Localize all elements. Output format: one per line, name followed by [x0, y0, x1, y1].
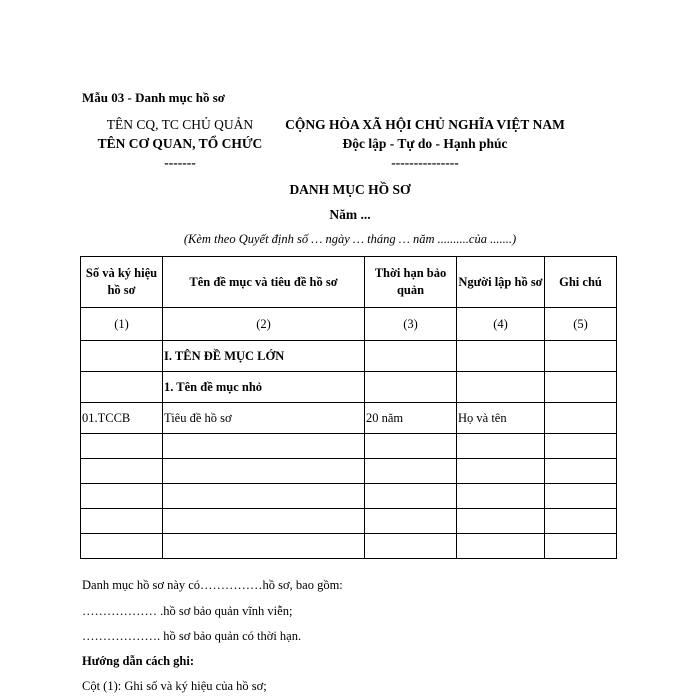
retention-period: 20 năm	[365, 403, 457, 434]
record-code: 01.TCCB	[81, 403, 163, 434]
motto-dashes: ---------------	[391, 155, 459, 170]
record-title: Tiêu đề hồ sơ	[163, 403, 365, 434]
table-cell	[365, 434, 457, 459]
table-cell	[545, 509, 617, 534]
table-row	[81, 434, 617, 459]
column-number: (5)	[545, 308, 617, 341]
table-cell	[81, 459, 163, 484]
header-cell: Ghi chú	[545, 257, 617, 308]
national-motto: Độc lập - Tự do - Hạnh phúc	[342, 136, 508, 151]
table-row	[81, 484, 617, 509]
agency-name: TÊN CƠ QUAN, TỔ CHỨC	[97, 136, 263, 151]
table-cell	[457, 484, 545, 509]
table-cell	[457, 509, 545, 534]
table-cell	[545, 534, 617, 559]
table-row	[81, 403, 617, 434]
table-cell	[545, 372, 617, 403]
form-label: Mẫu 03 - Danh mục hồ sơ	[82, 90, 225, 105]
table-cell	[365, 484, 457, 509]
minor-section-title: 1. Tên đề mục nhỏ	[163, 372, 365, 403]
header-cell: Số và ký hiệu hồ sơ	[81, 257, 163, 308]
parent-agency-name: TÊN CQ, TC CHỦ QUẢN	[106, 117, 254, 132]
table-cell	[365, 459, 457, 484]
guide-heading: Hướng dẫn cách ghi:	[82, 654, 195, 668]
header-cell: Người lập hồ sơ	[457, 257, 545, 308]
column-number: (3)	[365, 308, 457, 341]
table-cell	[163, 509, 365, 534]
table-row	[81, 459, 617, 484]
table-cell	[163, 434, 365, 459]
table-cell	[81, 534, 163, 559]
column-number: (4)	[457, 308, 545, 341]
table-cell	[163, 534, 365, 559]
agency-dashes: -------	[164, 155, 196, 170]
table-cell	[163, 484, 365, 509]
table-row	[81, 534, 617, 559]
table-cell	[365, 372, 457, 403]
decision-reference: (Kèm theo Quyết định số … ngày … tháng … năm ..........của .......)	[183, 232, 517, 246]
summary-permanent: ……………… .hồ sơ bảo quản vĩnh viễn;	[82, 604, 293, 618]
agency-header	[70, 115, 290, 172]
table-cell	[163, 459, 365, 484]
records-table	[80, 256, 617, 559]
table-cell	[457, 434, 545, 459]
table-cell	[545, 434, 617, 459]
header-cell: Thời hạn bảo quản	[365, 257, 457, 308]
document-year: Năm ...	[329, 207, 371, 222]
country-name: CỘNG HÒA XÃ HỘI CHỦ NGHĨA VIỆT NAM	[285, 117, 565, 132]
table-cell	[545, 484, 617, 509]
table-cell	[81, 509, 163, 534]
summary-total: Danh mục hồ sơ này có……………hồ sơ, bao gồm:	[82, 578, 343, 592]
document-title: DANH MỤC HỒ SƠ	[289, 182, 411, 197]
column-number-row	[81, 308, 617, 341]
table-cell	[81, 372, 163, 403]
table-row	[81, 509, 617, 534]
summary-limited: ………………. hồ sơ bảo quản có thời hạn.	[82, 629, 302, 643]
table-cell	[81, 341, 163, 372]
header-cell: Tên đề mục và tiêu đề hồ sơ	[163, 257, 365, 308]
table-cell	[457, 534, 545, 559]
column-number: (1)	[81, 308, 163, 341]
table-cell	[457, 372, 545, 403]
table-cell	[457, 459, 545, 484]
major-section-title: I. TÊN ĐỀ MỤC LỚN	[163, 341, 365, 372]
table-header-row	[81, 257, 617, 308]
national-header	[270, 115, 580, 172]
table-cell	[365, 509, 457, 534]
table-row	[81, 341, 617, 372]
table-cell	[81, 484, 163, 509]
table-cell	[545, 341, 617, 372]
table-cell	[365, 534, 457, 559]
record-note	[545, 403, 617, 434]
column-number: (2)	[163, 308, 365, 341]
table-row	[81, 372, 617, 403]
table-cell	[545, 459, 617, 484]
table-cell	[365, 341, 457, 372]
table-cell	[457, 341, 545, 372]
guide-line-1: Cột (1): Ghi số và ký hiệu của hồ sơ;	[82, 679, 267, 693]
record-creator: Họ và tên	[457, 403, 545, 434]
table-cell	[81, 434, 163, 459]
